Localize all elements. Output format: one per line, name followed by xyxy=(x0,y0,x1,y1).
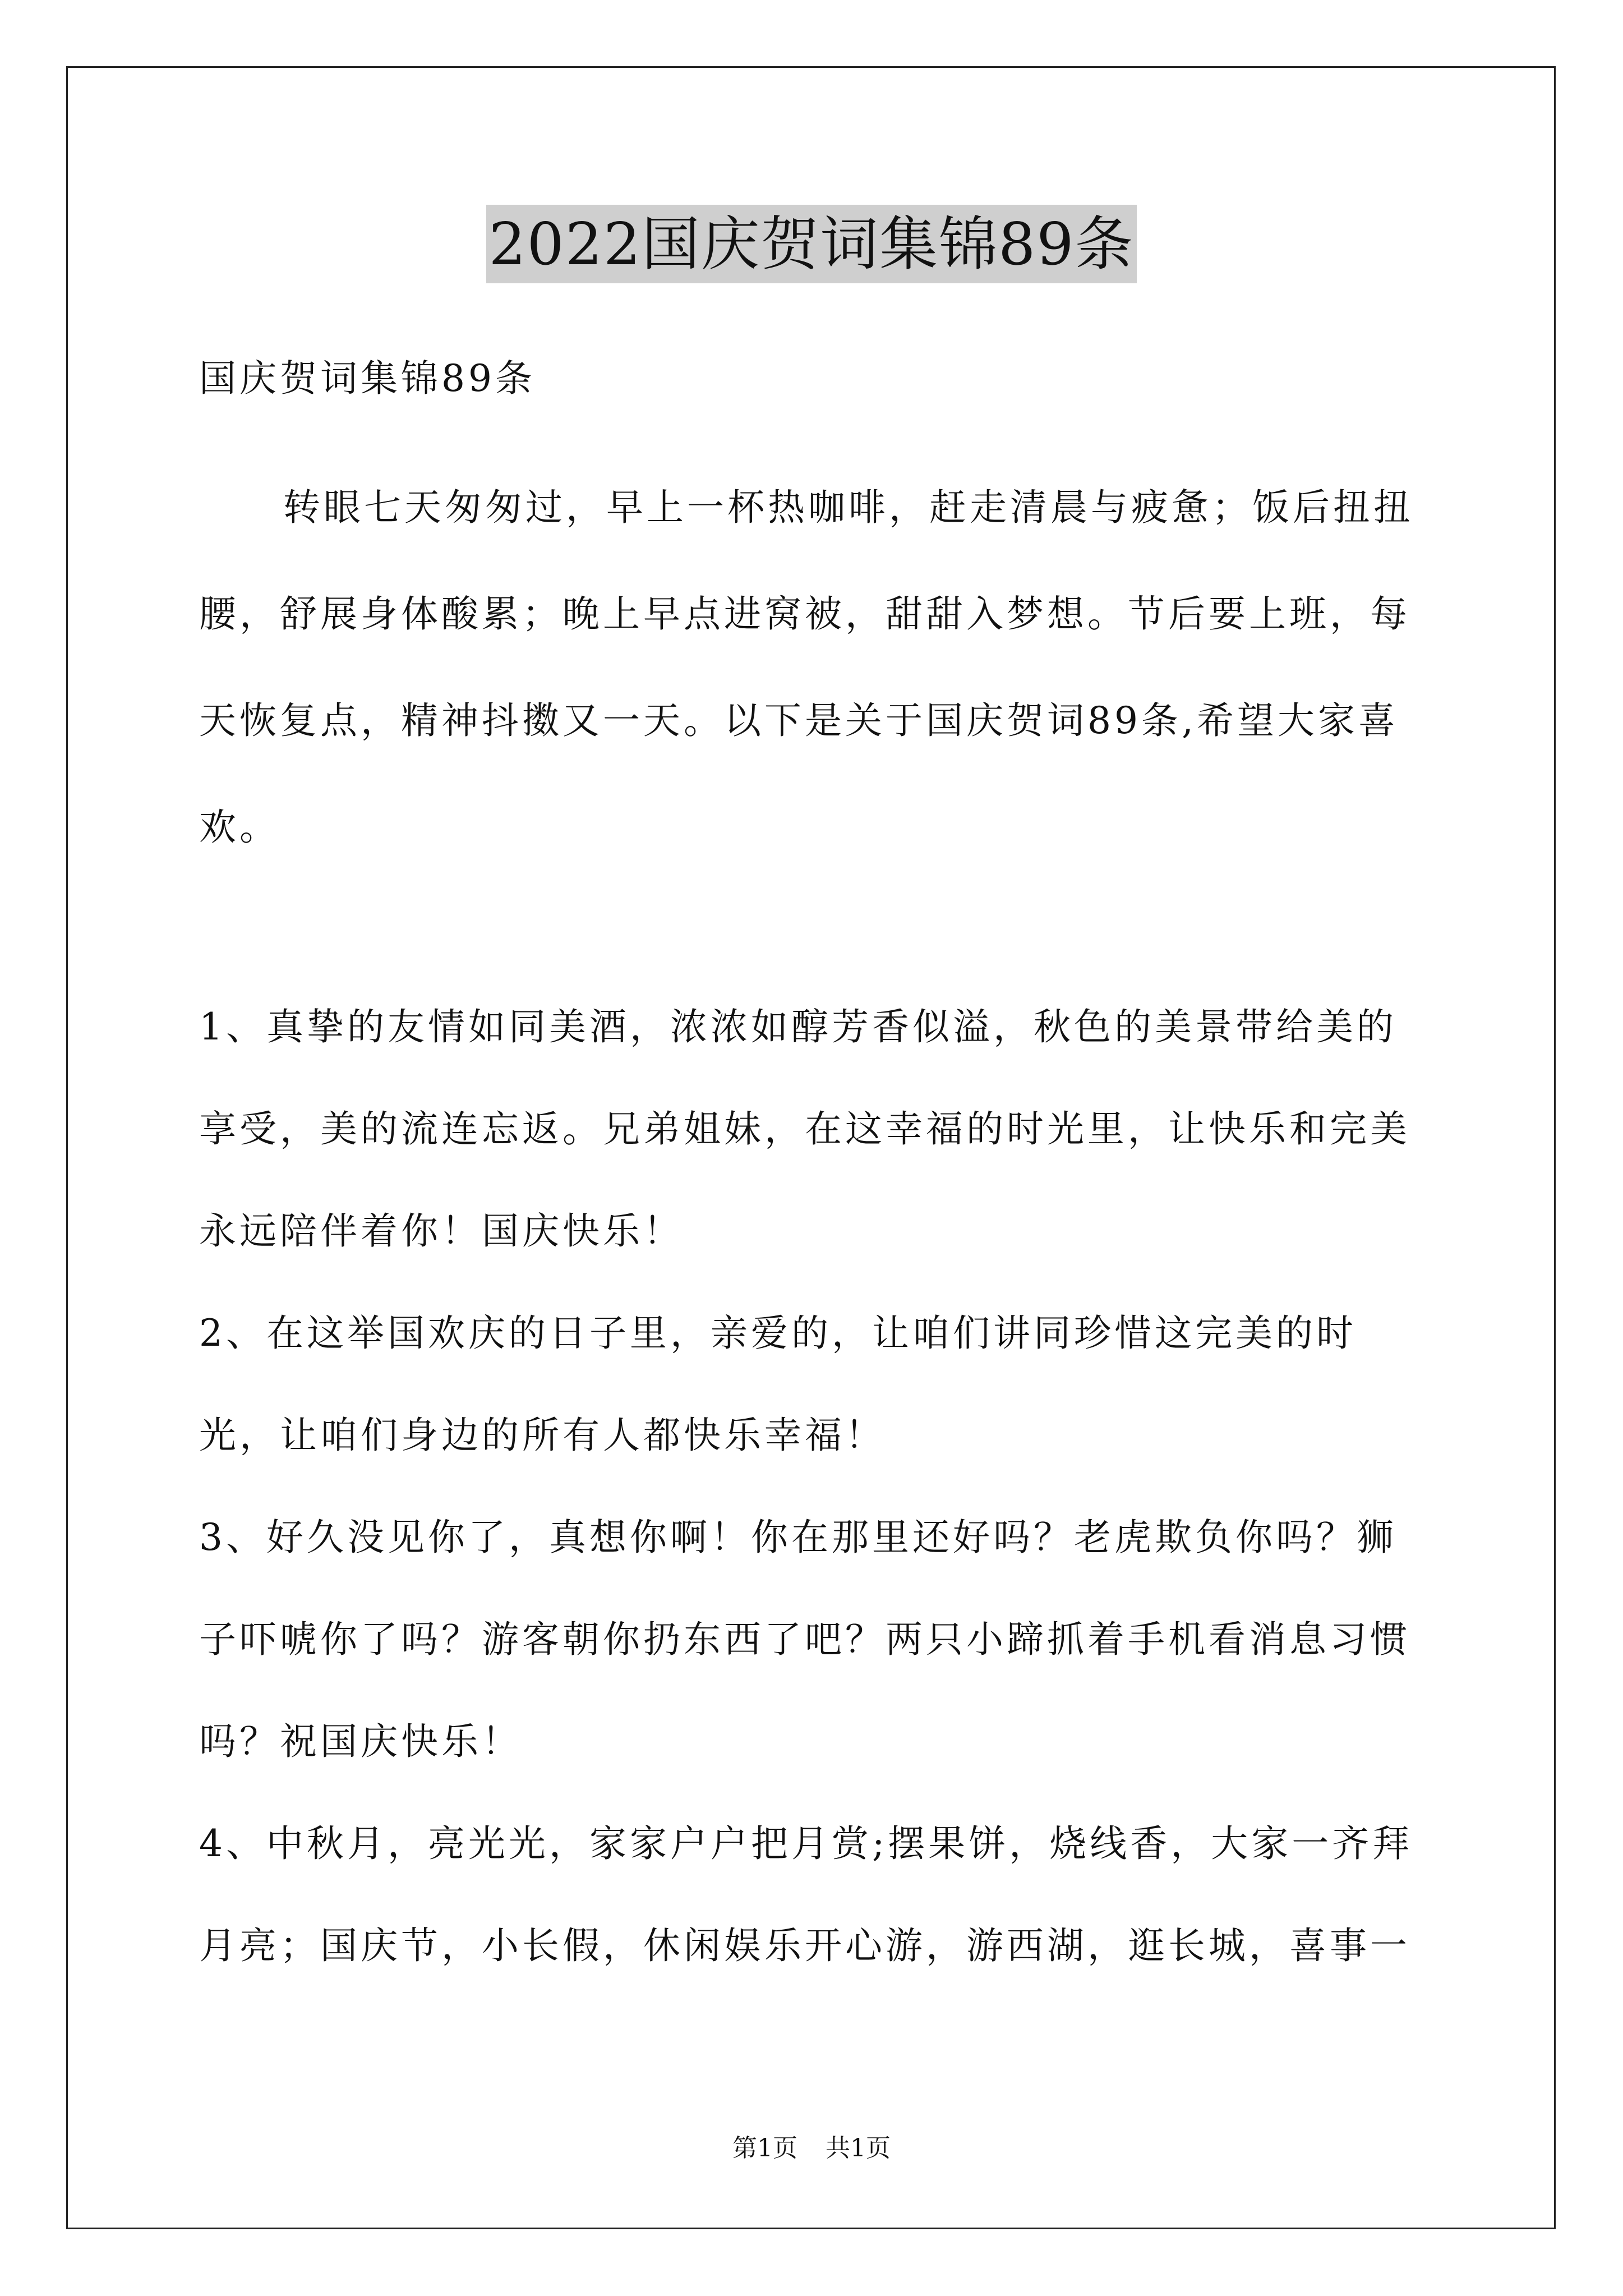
list-item: 4、中秋月，亮光光，家家户户把月赏;摆果饼，烧线香，大家一齐拜月亮；国庆节，小长假，休闲娱乐开心游，游西湖，逛长城，喜事一 xyxy=(199,1822,1413,1967)
greeting-list xyxy=(199,976,1436,1997)
list-item: 2、在这举国欢庆的日子里，亲爱的，让咱们讲同珍惜这完美的时光，让咱们身边的所有人都快乐幸福！ xyxy=(199,1312,1357,1457)
list-item: 1、真挚的友情如同美酒，浓浓如醇芳香似溢，秋色的美景带给美的享受，美的流连忘返。兄弟姐妹，在这幸福的时光里，让快乐和完美永远陪伴着你！国庆快乐！ xyxy=(199,1005,1410,1253)
title-container xyxy=(0,205,1623,283)
list-item: 3、好久没见你了，真想你啊！你在那里还好吗？老虎欺负你吗？狮子吓唬你了吗？游客朝你扔东西了吧？两只小蹄抓着手机看消息习惯吗？祝国庆快乐！ xyxy=(199,1516,1410,1763)
intro-paragraph: 转眼七天匆匆过，早上一杯热咖啡，赶走清晨与疲惫；饭后扭扭腰，舒展身体酸累；晚上早点进窝被，甜甜入梦想。节后要上班，每天恢复点，精神抖擞又一天。以下是关于国庆贺词89条,希望大家喜欢。 xyxy=(199,486,1414,849)
page-total: 共1页 xyxy=(826,2134,891,2162)
page-footer xyxy=(0,2132,1623,2165)
page-number: 第1页 xyxy=(732,2134,797,2162)
document-subtitle: 国庆贺词集锦89条 xyxy=(199,357,536,400)
document-title: 2022国庆贺词集锦89条 xyxy=(486,205,1136,283)
